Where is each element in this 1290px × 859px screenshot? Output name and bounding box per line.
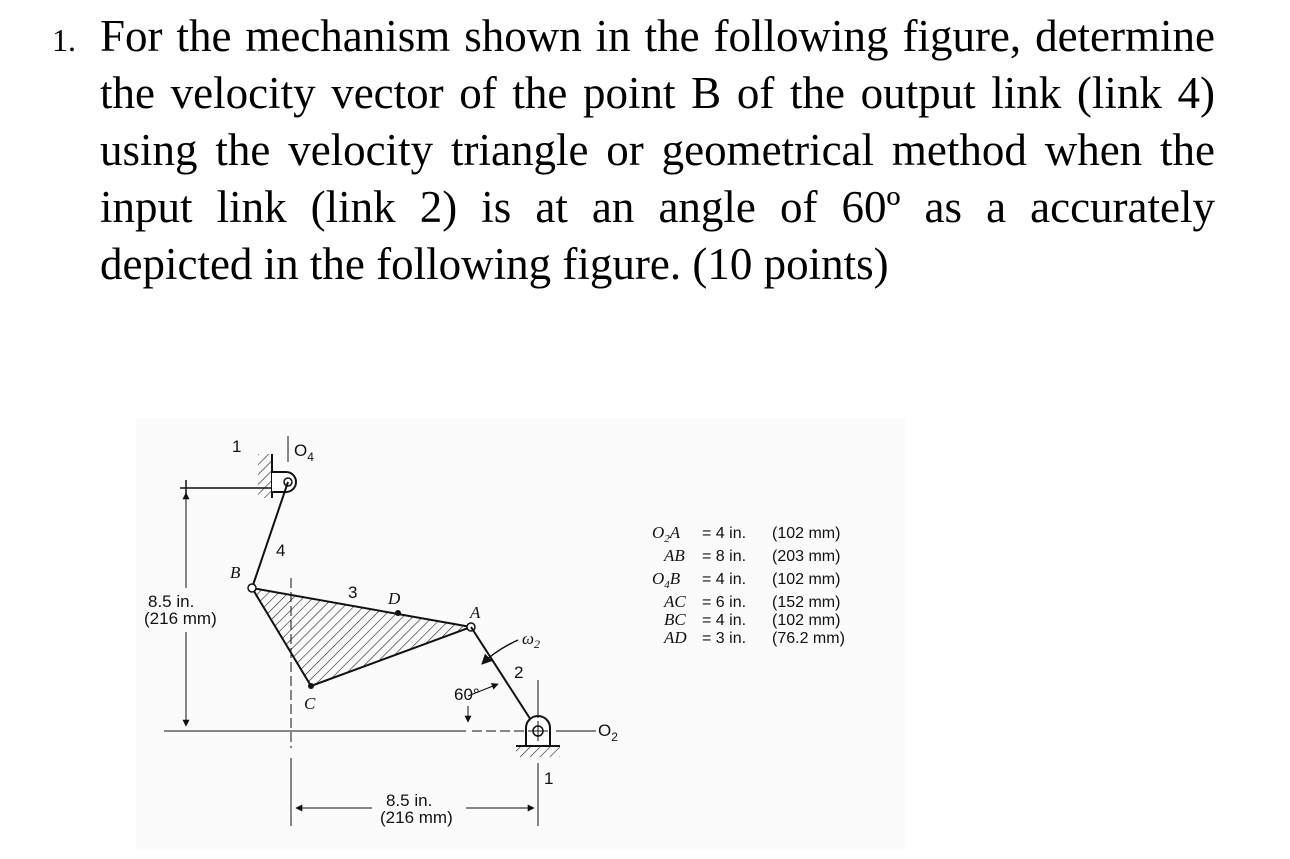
- horizontal-dim-metric: (216 mm): [380, 808, 453, 827]
- label-ground-right: 1: [544, 769, 554, 788]
- pivot-o4: [272, 436, 296, 492]
- ground-o4: [180, 454, 272, 498]
- svg-text:(203 mm): (203 mm): [772, 548, 841, 565]
- svg-text:AC: AC: [664, 592, 686, 611]
- label-d: D: [388, 589, 401, 608]
- svg-text:= 3 in.: = 3 in.: [702, 630, 747, 647]
- label-omega: $\omega_2$: [522, 629, 541, 651]
- svg-text:(102 mm): (102 mm): [772, 525, 841, 542]
- mechanism-diagram: [136, 418, 906, 850]
- label-angle: 60°: [454, 685, 480, 704]
- horizontal-dim-value: 8.5 in.: [386, 791, 433, 810]
- problem-text: For the mechanism shown in the following figure, determine the velocity vector of the point B of the output link (link 4) using the velocity triangle or geometrical method when the input link (link 2) is at an angle of 60º as a accurately depicted in the following figure. (10 points): [100, 11, 1215, 289]
- svg-text:= 4 in.: = 4 in.: [702, 612, 747, 629]
- mechanism-figure: [136, 418, 906, 850]
- svg-text:(152 mm): (152 mm): [772, 594, 841, 611]
- pivot-o2: [516, 680, 596, 757]
- label-b: B: [230, 563, 241, 582]
- label-o4: $O_4$: [294, 441, 314, 464]
- svg-text:= 4 in.: = 4 in.: [702, 571, 747, 588]
- svg-text:= 6 in.: = 6 in.: [702, 594, 747, 611]
- svg-text:AD: AD: [664, 628, 687, 647]
- svg-text:(102 mm): (102 mm): [772, 612, 841, 629]
- dimension-row: [652, 523, 840, 545]
- dimension-row: [663, 628, 845, 647]
- svg-text:AB: AB: [664, 546, 685, 565]
- svg-text:(102 mm): (102 mm): [772, 571, 841, 588]
- label-a: A: [470, 603, 481, 622]
- label-link-2: 2: [514, 663, 524, 682]
- label-link-4: 4: [276, 541, 286, 560]
- dimension-table: [652, 523, 845, 647]
- label-c: C: [304, 694, 316, 713]
- dimension-row: [663, 546, 840, 565]
- dimension-row: [652, 569, 840, 591]
- svg-text:O4B: $O_4B$: [652, 569, 681, 591]
- problem-number: 1.: [52, 22, 76, 58]
- svg-text:BC: BC: [664, 610, 686, 629]
- dimension-row: [664, 610, 840, 629]
- label-o2: $O_2$: [598, 721, 618, 744]
- svg-text:(76.2 mm): (76.2 mm): [772, 630, 845, 647]
- label-ground-left: 1: [232, 437, 242, 456]
- svg-text:= 4 in.: = 4 in.: [702, 525, 747, 542]
- svg-text:= 8 in.: = 8 in.: [702, 548, 747, 565]
- link-3-coupler: [252, 588, 471, 686]
- label-link-3: 3: [348, 583, 358, 602]
- dimension-row: [663, 592, 840, 611]
- vertical-dim-metric: (216 mm): [144, 609, 217, 628]
- vertical-dim-value: 8.5 in.: [148, 592, 195, 611]
- svg-text:O2A: $O_2A$: [652, 523, 681, 545]
